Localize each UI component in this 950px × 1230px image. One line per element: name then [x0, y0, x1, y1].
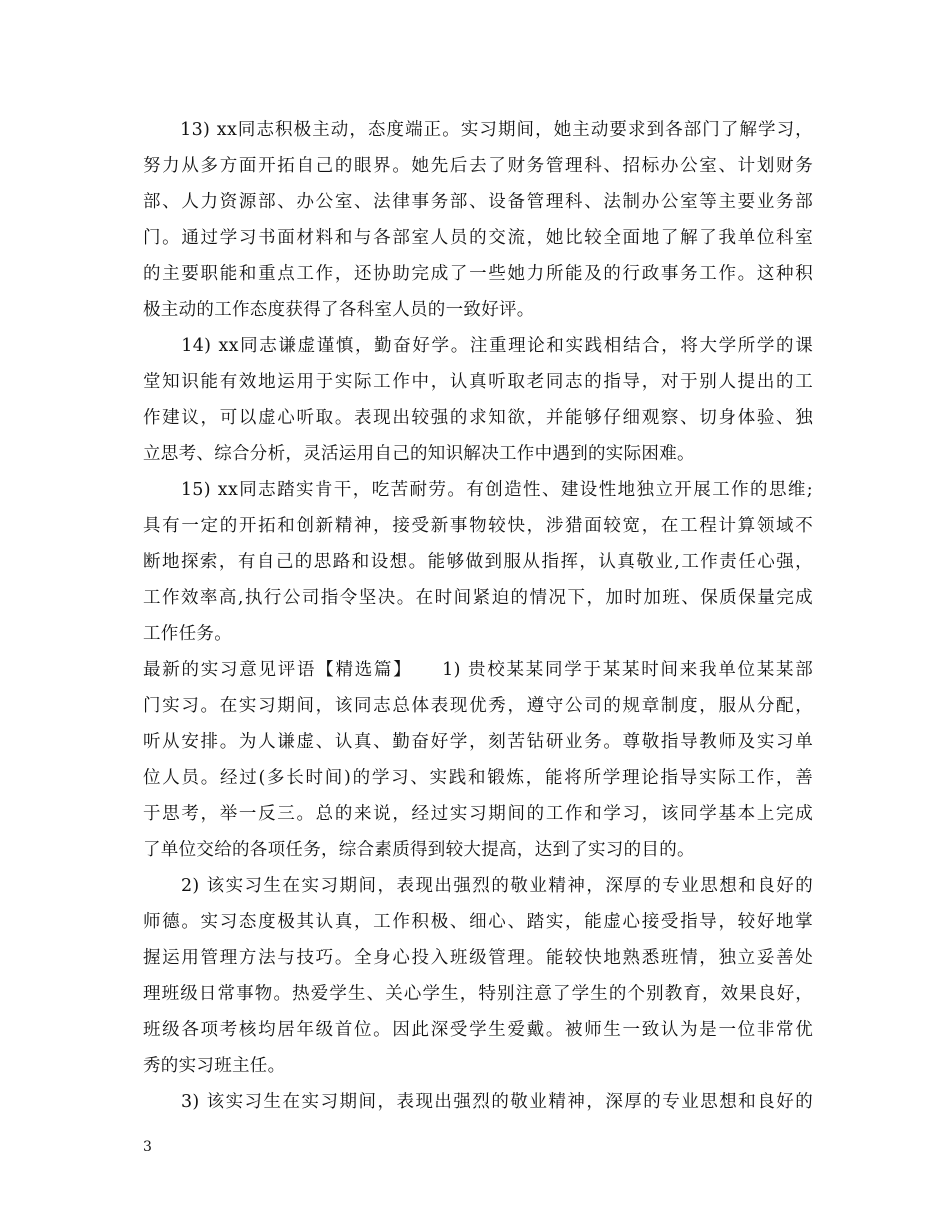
text-line: 工作效率高,执行公司指令坚决。在时间紧迫的情况下，加时加班、保质保量完成	[143, 588, 813, 608]
text-line: 门。通过学习书面材料和与各部室人员的交流，她比较全面地了解了我单位科室	[143, 228, 813, 248]
text-line: 握运用管理方法与技巧。全身心投入班级管理。能较快地熟悉班情，独立妥善处	[143, 948, 813, 968]
text-line: 作建议，可以虚心听取。表现出较强的求知欲，并能够仔细观察、切身体验、独	[143, 408, 813, 428]
section-heading-line: 最新的实习意见评语【精选篇】 1) 贵校某某同学于某某时间来我单位某某部	[143, 660, 813, 680]
text-line: 工作任务。	[143, 624, 232, 644]
text-line: 听从安排。为人谦虚、认真、勤奋好学，刻苦钻研业务。尊敬指导教师及实习单	[143, 732, 813, 752]
text-line: 师德。实习态度极其认真，工作积极、细心、踏实，能虚心接受指导，较好地掌	[143, 912, 813, 932]
text-line: 14) xx同志谦虚谨慎，勤奋好学。注重理论和实践相结合，将大学所学的课	[143, 336, 813, 356]
text-line: 于思考，举一反三。总的来说，经过实习期间的工作和学习，该同学基本上完成	[143, 804, 813, 824]
text-line: 3) 该实习生在实习期间，表现出强烈的敬业精神，深厚的专业思想和良好的	[143, 1092, 813, 1112]
text-line: 极主动的工作态度获得了各科室人员的一致好评。	[143, 300, 535, 320]
text-line: 2) 该实习生在实习期间，表现出强烈的敬业精神，深厚的专业思想和良好的	[143, 876, 813, 896]
text-line: 门实习。在实习期间，该同志总体表现优秀，遵守公司的规章制度，服从分配，	[143, 696, 813, 716]
text-line: 部、人力资源部、办公室、法律事务部、设备管理科、法制办公室等主要业务部	[143, 192, 813, 212]
text-line: 位人员。经过(多长时间)的学习、实践和锻炼，能将所学理论指导实际工作，善	[143, 768, 813, 788]
text-line: 了单位交给的各项任务，综合素质得到较大提高，达到了实习的目的。	[143, 840, 695, 860]
text-line: 班级各项考核均居年级首位。因此深受学生爱戴。被师生一致认为是一位非常优	[143, 1020, 813, 1040]
text-line: 断地探索，有自己的思路和设想。能够做到服从指挥，认真敬业,工作责任心强，	[143, 552, 813, 572]
text-line: 具有一定的开拓和创新精神，接受新事物较快，涉猎面较宽，在工程计算领域不	[143, 516, 813, 536]
page-number: 3	[143, 1139, 152, 1155]
text-line: 堂知识能有效地运用于实际工作中，认真听取老同志的指导，对于别人提出的工	[143, 372, 813, 392]
text-line: 的主要职能和重点工作，还协助完成了一些她力所能及的行政事务工作。这种积	[143, 264, 813, 284]
text-line: 13) xx同志积极主动，态度端正。实习期间，她主动要求到各部门了解学习，	[143, 120, 813, 140]
text-line: 立思考、综合分析，灵活运用自己的知识解决工作中遇到的实际困难。	[143, 444, 695, 464]
text-line: 理班级日常事物。热爱学生、关心学生，特别注意了学生的个别教育，效果良好，	[143, 984, 813, 1004]
text-line: 15) xx同志踏实肯干，吃苦耐劳。有创造性、建设性地独立开展工作的思维;	[143, 480, 813, 500]
text-line: 努力从多方面开拓自己的眼界。她先后去了财务管理科、招标办公室、计划财务	[143, 156, 813, 176]
text-line: 秀的实习班主任。	[143, 1056, 286, 1076]
